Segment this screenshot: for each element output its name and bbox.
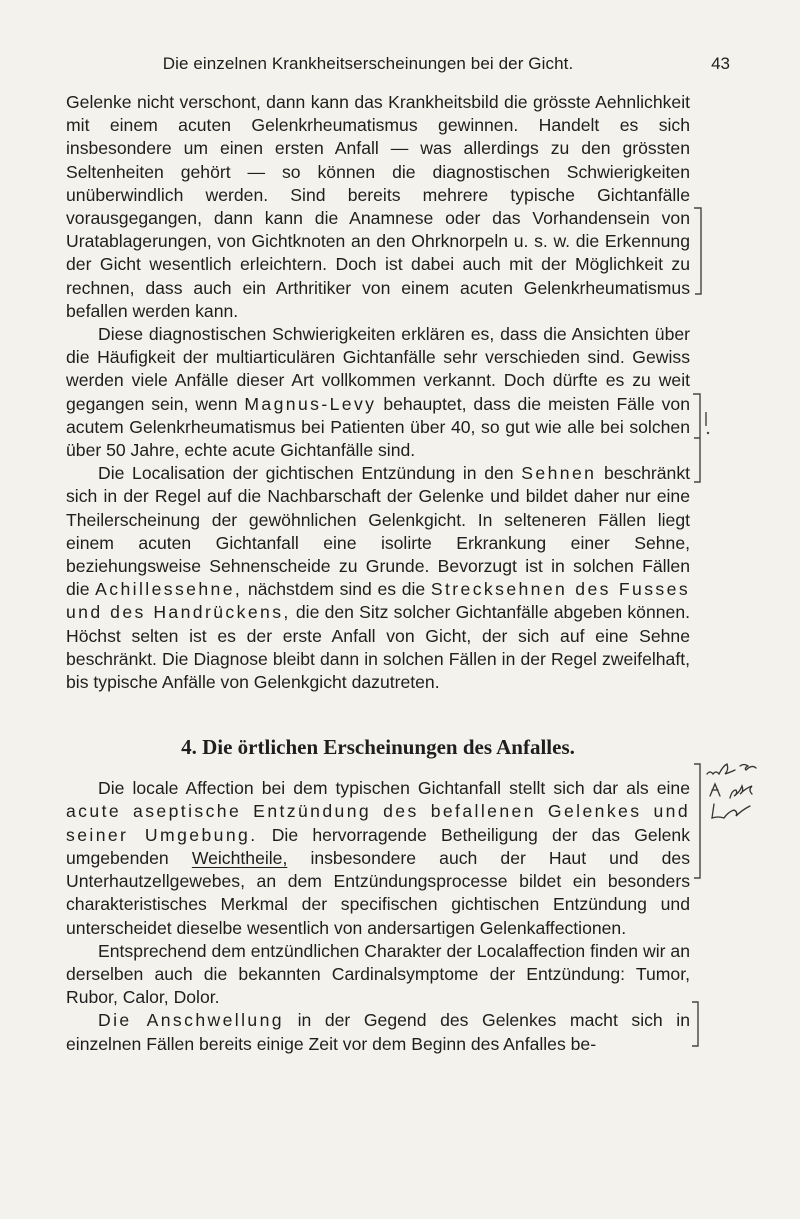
paragraph-2-text-b: behauptet, dass die meisten Fälle von acutem Gelenkrheumatismus bei Patienten über 40, so gut wie alle bei solchen über 50 Jahre, echte acute Gichtanfälle sind. — [66, 393, 690, 461]
paragraph-1: Gelenke nicht verschont, dann kann das Krankheitsbild die grösste Aehnlichkeit mit einem acuten Gelenkrheumatismus gewinnen. Handelt es sich insbesondere um einen ersten Anfall — was allerdings zu den grössten Seltenheiten gehört — so können die diagnostischen Schwierigkeiten unüberwindlich werden. Sind bereits mehrere typische Gichtanfälle vorausgegangen, dann kann die Anamnese oder das Vorhandensein von Uratablagerungen, von Gichtknoten an den Ohrknorpeln u. s. w. die Erkennung der Gicht wesentlich erleichtern. Doch ist dabei auch mit der Möglichkeit zu rechnen, dass auch ein Arthritiker von einem acuten Gelenkrheumatismus befallen werden kann. — [66, 92, 690, 321]
term-strecksehnen: Strecksehnen des Fusses und des Handrückens, — [66, 579, 691, 623]
term-sehnen: Sehnen — [521, 463, 597, 484]
term-anschwellung: Die Anschwellung — [98, 1010, 284, 1031]
page-header — [66, 54, 730, 80]
paragraph-4-text-c: insbesondere auch der Haut und des Unterhautzellgewebes, an dem Entzündungsprocesse bildet ein besonders charakteristisches Merkmal der specifischen gichtischen Entzündung und unterscheidet dieselbe wesentlich von andersartigen Gelenkaffectionen. — [66, 847, 690, 938]
margin-bracket-4 — [690, 1000, 702, 1048]
term-achillessehne: Achillessehne, — [95, 579, 243, 600]
handwritten-note — [704, 760, 790, 820]
paragraph-2-text-a: Diese diagnostischen Schwierigkeiten erklären es, dass die Ansichten über die Häufigkeit der multiarticulären Gichtanfälle sehr verschieden sind. Gewiss werden viele Anfälle dieser Art vollkommen verkannt. Doch dürfte es zu weit gegangen sein, wenn — [66, 324, 690, 414]
page-number: 43 — [711, 54, 730, 73]
term-acute-entzuendung: acute aseptische Entzündung des befallenen Gelenkes und seiner Umgebung. — [66, 801, 690, 845]
paragraph-2 — [66, 323, 690, 462]
author-name: Magnus-Levy — [244, 393, 377, 414]
running-head: Die einzelnen Krankheitserscheinungen bei der Gicht. — [162, 54, 574, 73]
body-text — [66, 91, 690, 1056]
paragraph-5: Entsprechend dem entzündlichen Charakter der Localaffection finden wir an derselben auch die bekannten Cardinalsymptome der Entzündung: Tumor, Rubor, Calor, Dolor. — [66, 940, 690, 1008]
paragraph-4-text-a: Die locale Affection bei dem typischen Gichtanfall stellt sich dar als eine — [98, 778, 690, 799]
term-weichtheile: Weichtheile, — [191, 847, 288, 868]
paragraph-3-text-b: beschränkt sich in der Regel auf die Nachbarschaft der Gelenke und bildet daher nur eine Theilerscheinung der gewöhnlichen Gelenkgicht. In selteneren Fällen liegt einem acuten Gichtanfall eine isolirte Erkrankung einer Sehne, beziehungsweise Sehnenscheide zu Grunde. Bevorzugt ist in solchen Fällen die — [66, 463, 691, 600]
paragraph-6 — [66, 1009, 690, 1055]
paragraph-4 — [66, 777, 690, 939]
paragraph-6-text-a: in der Gegend des Gelenkes macht sich in einzelnen Fällen bereits einige Zeit vor dem Beginn des Anfalles be- — [66, 1010, 690, 1054]
section-heading: 4. Die örtlichen Erscheinungen des Anfalles. — [181, 735, 575, 760]
margin-bracket-2 — [692, 392, 712, 484]
paragraph-3-text-c: nächstdem sind es die — [247, 579, 426, 600]
paragraph-4-text-b: Die hervorragende Betheiligung der das Gelenk umgebenden — [66, 824, 690, 868]
paragraph-3-text-d: die den Sitz solcher Gichtanfälle abgeben können. Höchst selten ist es der erste Anfall von Gicht, der sich auf eine Sehne beschränkt. Die Diagnose bleibt dann in solchen Fällen in der Regel zweifelhaft, bis typische Anfälle von Gelenkgicht dazutreten. — [66, 602, 690, 693]
paragraph-3-text-a: Die Localisation der gichtischen Entzündung in den — [98, 463, 514, 484]
margin-bracket-1 — [692, 206, 706, 296]
paragraph-3 — [66, 462, 690, 694]
